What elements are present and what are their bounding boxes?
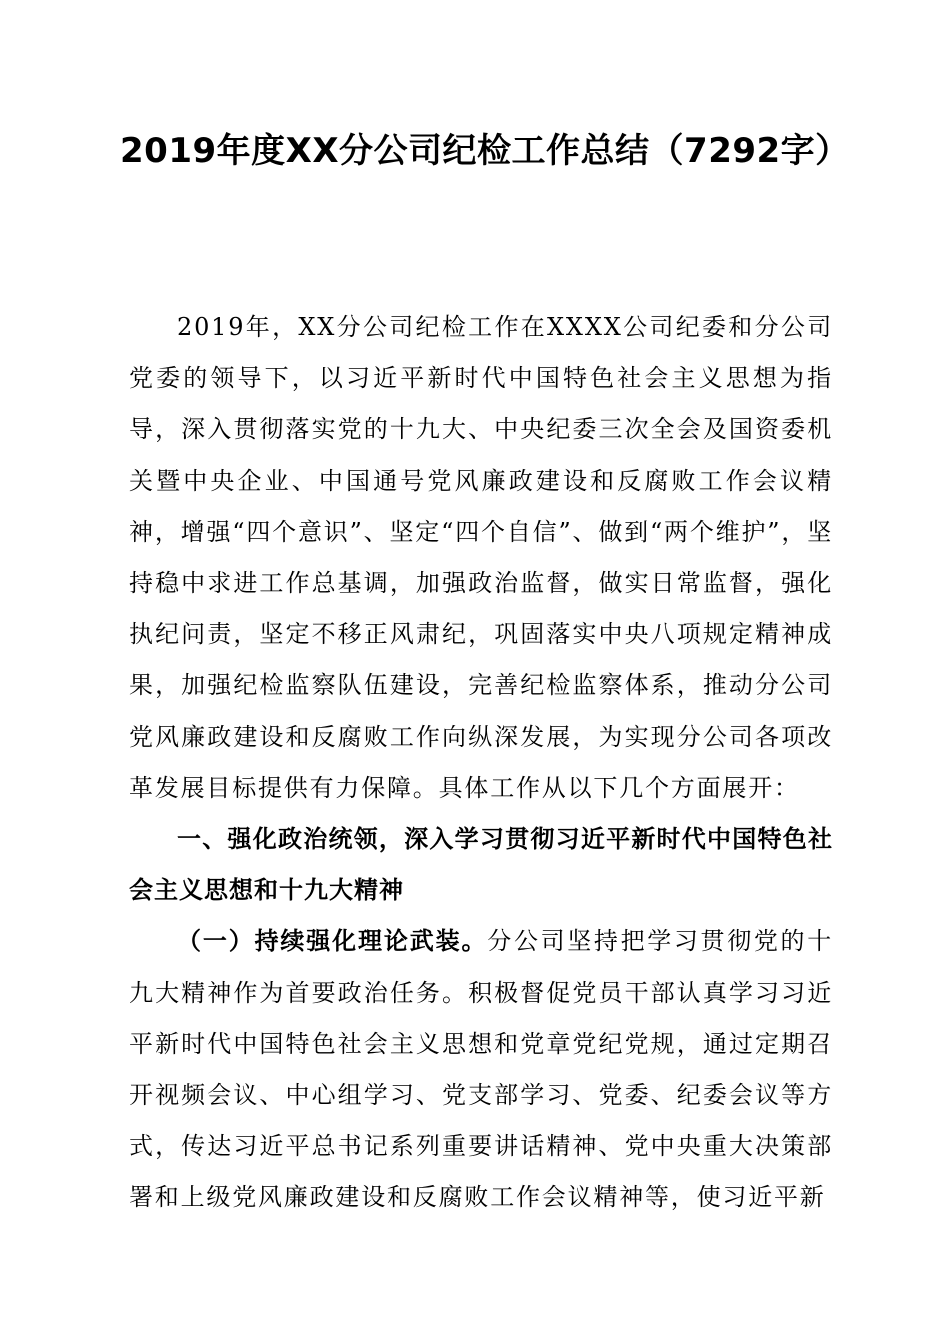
intro-paragraph: 2019年，XX分公司纪检工作在XXXX公司纪委和分公司党委的领导下，以习近平新时代中国特色社会主义思想为指导，深入贯彻落实党的十九大、中央纪委三次全会及国资委机关暨中央企业、中国通号党风廉政建设和反腐败工作会议精神，增强“四个意识”、坚定“四个自信”、做到“两个维护”，坚持稳中求进工作总基调，加强政治监督，做实日常监督，强化执纪问责，坚定不移正风肃纪，巩固落实中央八项规定精神成果，加强纪检监察队伍建设，完善纪检监察体系，推动分公司党风廉政建设和反腐败工作向纵深发展，为实现分公司各项改革发展目标提供有力保障。具体工作从以下几个方面展开： — [129, 313, 833, 802]
subsection-body-text: 分公司坚持把学习贯彻党的十九大精神作为首要政治任务。积极督促党员干部认真学习习近平新时代中国特色社会主义思想和党章党纪党规，通过定期召开视频会议、中心组学习、党支部学习、党委、纪委会议等方式，传达习近平总书记系列重要讲话精神、党中央重大决策部署和上级党风廉政建设和反腐败工作会议精神等，使习近平新 — [129, 927, 833, 1212]
subsection-paragraph — [129, 916, 833, 1223]
subsection-lead-heading: （一）持续强化理论武装。 — [177, 927, 488, 956]
section-heading: 一、强化政治统领，深入学习贯彻习近平新时代中国特色社会主义思想和十九大精神 — [129, 825, 833, 905]
document-body — [129, 302, 833, 1224]
document-title: 2019年度XX分公司纪检工作总结（7292字） — [120, 131, 850, 171]
